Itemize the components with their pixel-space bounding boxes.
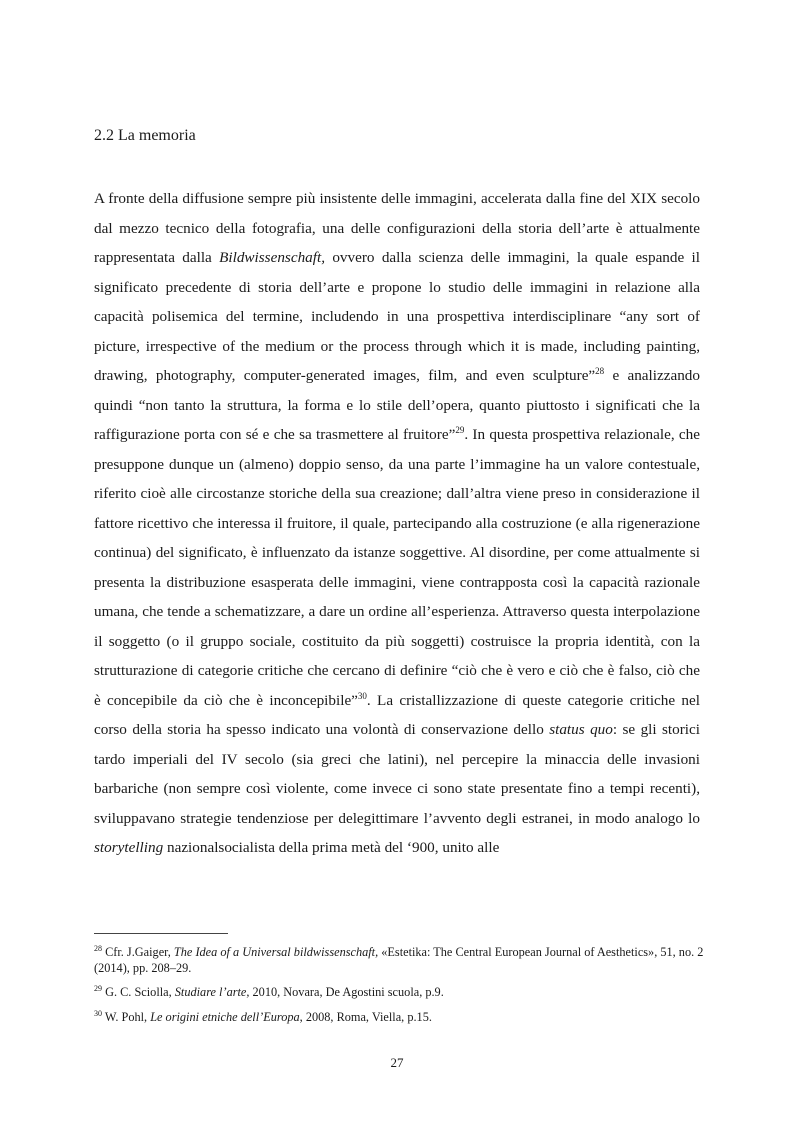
footnote-30 (94, 1010, 704, 1026)
footnote-ref-29[interactable]: 29 (455, 424, 465, 435)
footnote-text: G. C. Sciolla, (102, 985, 175, 999)
body-text-7: nazionalsocialista della prima metà del ‘900, unito alle (163, 839, 500, 856)
body-italic-bildwissenschaft: Bildwissenschaft, (219, 249, 325, 266)
footnote-29 (94, 985, 704, 1001)
body-text-4: . In questa prospettiva relazionale, che presuppone dunque un (almeno) doppio senso, da una parte l’immagine ha un valore contestuale, riferito cioè alle circostanze storiche della sua creazione; dall’altra viene preso in considerazione il fattore ricettivo che interessa il fruitore, il quale, partecipando alla costruzione (e alla rigenerazione continua) del significato, è influenzato da istanze soggettive. Al disordine, per come attualmente si presenta la distribuzione esasperata delle immagini, viene contrapposta così la capacità razionale umana, che tende a schematizzare, a dare un ordine all’esperienza. Attraverso questa interpolazione il soggetto (o il gruppo sociale, costituito da più soggetti) costruisce la propria identità, con la strutturazione di categorie critiche che cercano di definire “ciò che è vero e ciò che è falso, ciò che è concepibile da ciò che è inconcepibile” (94, 426, 700, 709)
footnote-title: Le origini etniche dell’Europa (150, 1009, 300, 1024)
footnote-number: 28 (94, 943, 102, 953)
page-number: 27 (390, 1055, 404, 1070)
body-text-6: : se gli storici tardo imperiali del IV secolo (sia greci che latini), nel percepire la minaccia delle invasioni barbariche (non sempre così violente, come invece ci sono state presentate fino a tempi recenti), sviluppavano strategie tendenziose per delegittimare l’avvento degli estranei, in modo analogo lo (94, 721, 700, 827)
footnote-number: 30 (94, 1008, 102, 1018)
body-paragraph (94, 184, 700, 863)
body-italic-status-quo: status quo (549, 721, 613, 738)
footnote-ref-28[interactable]: 28 (595, 365, 605, 376)
footnote-text: , 2008, Roma, Viella, p.15. (299, 1009, 432, 1024)
body-text-2: ovvero dalla scienza delle immagini, la quale espande il significato precedente di storia dell’arte e propone lo studio delle immagini in relazione alla capacità polisemica del termine, includendo in una prospettiva interdisciplinare “any sort of picture, irrespective of the medium or the process through which it is made, including painting, drawing, photography, computer-generated images, film, and even sculpture” (94, 249, 700, 384)
body-italic-storytelling: storytelling (94, 839, 164, 856)
footnote-text: «Estetika: The Central European Journal of Aesthetics», 51, no. 2 (2014), pp. 208–29. (94, 945, 704, 975)
footnote-28 (94, 945, 704, 976)
footnote-title: Studiare l’arte, (174, 985, 250, 999)
body-text-5: . La cristallizzazione di queste categorie critiche nel corso della storia ha spesso indicato una volontà di conservazione dello (94, 691, 700, 738)
footnote-title: The Idea of a Universal bildwissenschaft, (173, 945, 379, 959)
footnote-ref-30[interactable]: 30 (357, 690, 367, 701)
footnote-text: Cfr. J.Gaiger, (102, 945, 174, 959)
section-heading: 2.2 La memoria (94, 127, 196, 144)
body-text-1: A fronte della diffusione sempre più insistente delle immagini, accelerata dalla fine del XIX secolo dal mezzo tecnico della fotografia, una delle configurazioni della storia dell’arte è attualmente rappresentata dalla (94, 190, 700, 266)
footnotes (94, 945, 704, 1034)
footnote-separator (94, 933, 228, 934)
footnote-number: 29 (94, 983, 102, 993)
footnote-text: 2010, Novara, De Agostini scuola, p.9. (249, 985, 444, 999)
footnote-text: W. Pohl, (102, 1009, 151, 1024)
body-text-3: e analizzando quindi “non tanto la struttura, la forma e lo stile dell’opera, quanto piuttosto i significati che la raffigurazione porta con sé e che sa trasmettere al fruitore” (94, 367, 700, 443)
